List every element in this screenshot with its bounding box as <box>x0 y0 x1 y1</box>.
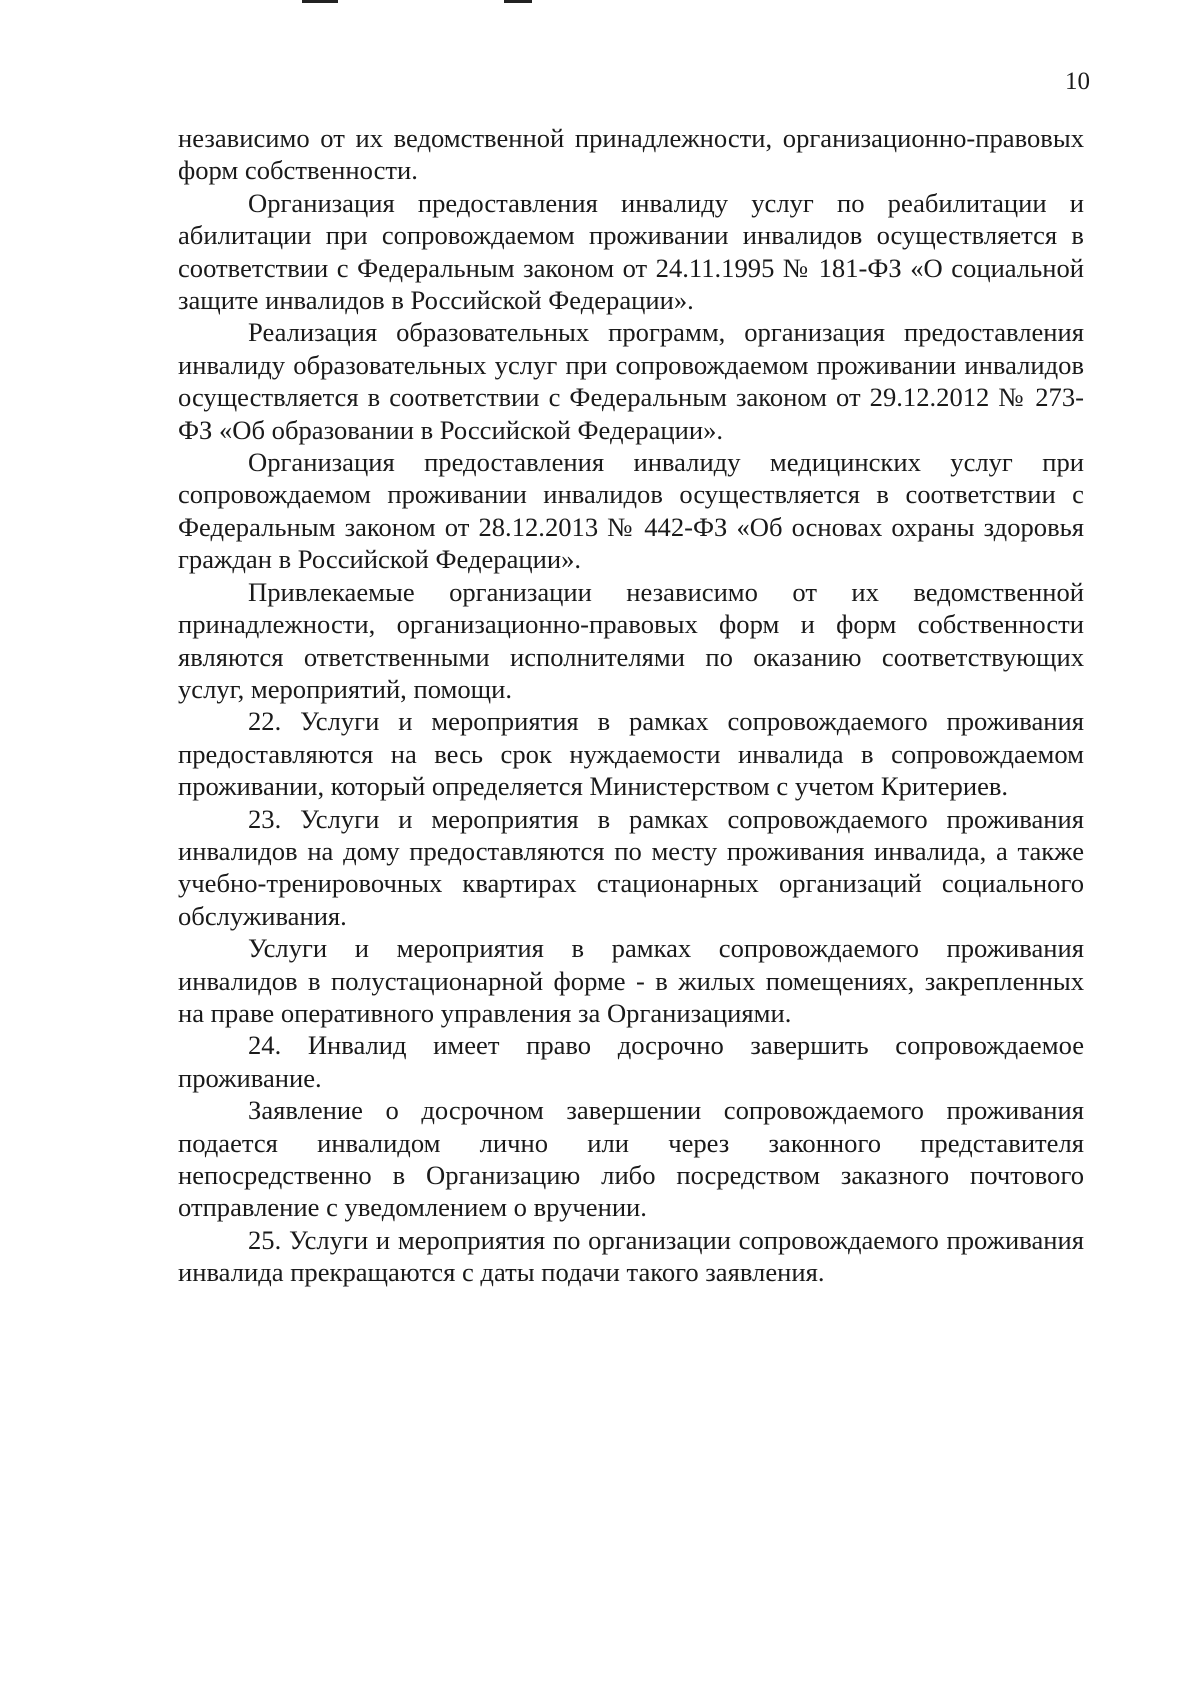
paragraph-involved-organizations: Привлекаемые организации независимо от их ведомственной принадлежности, организационно-правовых форм и форм собственности являются ответственными исполнителями по оказанию соответствующих услуг, мероприятий, помощи. <box>178 576 1084 704</box>
paragraph-item-23: 23. Услуги и мероприятия в рамках сопровождаемого проживания инвалидов на дому предоставляются по месту проживания инвалида, а также учебно-тренировочных квартирах стационарных организаций социального обслуживания. <box>178 803 1084 931</box>
scan-artifact-mark <box>302 0 338 3</box>
paragraph-early-termination: Заявление о досрочном завершении сопровождаемого проживания подается инвалидом лично или через законного представителя непосредственно в Организацию либо посредством заказного почтового отправление с уведомлением о вручении. <box>178 1095 1084 1223</box>
document-body <box>178 122 1084 1289</box>
scan-artifact-mark <box>504 0 532 3</box>
paragraph-item-24: 24. Инвалид имеет право досрочно завершить сопровождаемое проживание. <box>178 1030 1084 1093</box>
page-number: 10 <box>1065 68 1090 95</box>
paragraph-medical: Организация предоставления инвалиду медицинских услуг при сопровождаемом проживании инвалидов осуществляется в соответствии с Федеральным законом от 28.12.2013 № 442-ФЗ «Об основах охраны здоровья граждан в Российской Федерации». <box>178 447 1084 575</box>
paragraph-item-22: 22. Услуги и мероприятия в рамках сопровождаемого проживания предоставляются на весь срок нуждаемости инвалида в сопровождаемом проживании, который определяется Министерством с учетом Критериев. <box>178 706 1084 802</box>
paragraph-item-25: 25. Услуги и мероприятия по организации сопровождаемого проживания инвалида прекращаются с даты подачи такого заявления. <box>178 1224 1084 1288</box>
paragraph-continuation: независимо от их ведомственной принадлежности, организационно-правовых форм собственности. <box>178 123 1084 186</box>
paragraph-semi-stationary: Услуги и мероприятия в рамках сопровождаемого проживания инвалидов в полустационарной форме - в жилых помещениях, закрепленных на праве оперативного управления за Организациями. <box>178 933 1084 1028</box>
paragraph-education: Реализация образовательных программ, организация предоставления инвалиду образовательных услуг при сопровождаемом проживании инвалидов осуществляется в соответствии с Федеральным законом от 29.12.2012 № 273-ФЗ «Об образовании в Российской Федерации». <box>178 317 1084 445</box>
paragraph-rehabilitation: Организация предоставления инвалиду услуг по реабилитации и абилитации при сопровождаемом проживании инвалидов осуществляется в соответствии с Федеральным законом от 24.11.1995 № 181-ФЗ «О социальной защите инвалидов в Российской Федерации». <box>178 187 1084 316</box>
